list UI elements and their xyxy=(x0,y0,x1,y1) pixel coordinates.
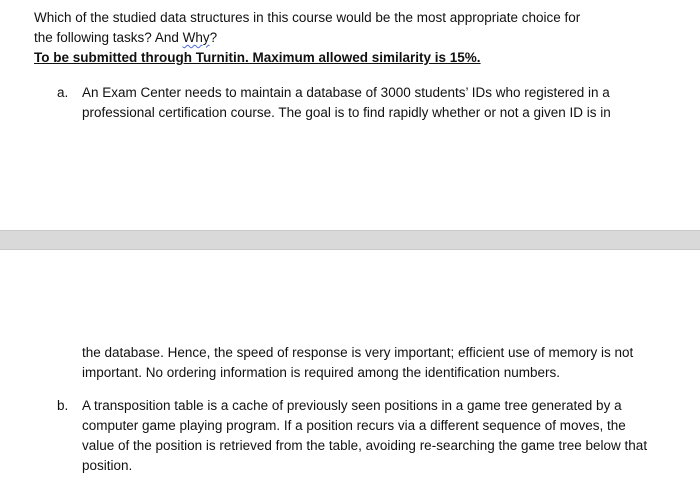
submission-instruction: To be submitted through Turnitin. Maximum allowed similarity is 15%. xyxy=(34,50,481,65)
list-item-b-text: A transposition table is a cache of previously seen positions in a game tree generated by a computer game playing program. If a position recurs via a different sequence of moves, the value of the position is retrieved from the table, avoiding re-searching the game tree below that position. xyxy=(82,398,648,473)
list-item-b xyxy=(57,396,657,476)
list-item-a-text-part2: the database. Hence, the speed of response is very important; efficient use of memory is not important. No ordering information is required among the identification numbers. xyxy=(82,345,634,380)
spellcheck-word-why[interactable]: Why xyxy=(182,30,210,45)
page-break-divider xyxy=(0,230,700,250)
list-marker-b: b. xyxy=(57,398,69,413)
question-line-2-suffix: ? xyxy=(209,30,218,45)
list-item-a xyxy=(57,83,657,123)
list-item-a-text-part1: An Exam Center needs to maintain a database of 3000 students’ IDs who registered in a professional certification course. The goal is to find rapidly whether or not a given ID is in xyxy=(82,85,611,120)
question-line-2-prefix: the following tasks? And xyxy=(34,30,183,45)
question-line-1: Which of the studied data structures in this course would be the most appropriate choice for xyxy=(34,10,581,25)
list-item-a-continued xyxy=(82,343,662,383)
question-text xyxy=(34,8,674,48)
list-marker-a: a. xyxy=(57,85,69,100)
